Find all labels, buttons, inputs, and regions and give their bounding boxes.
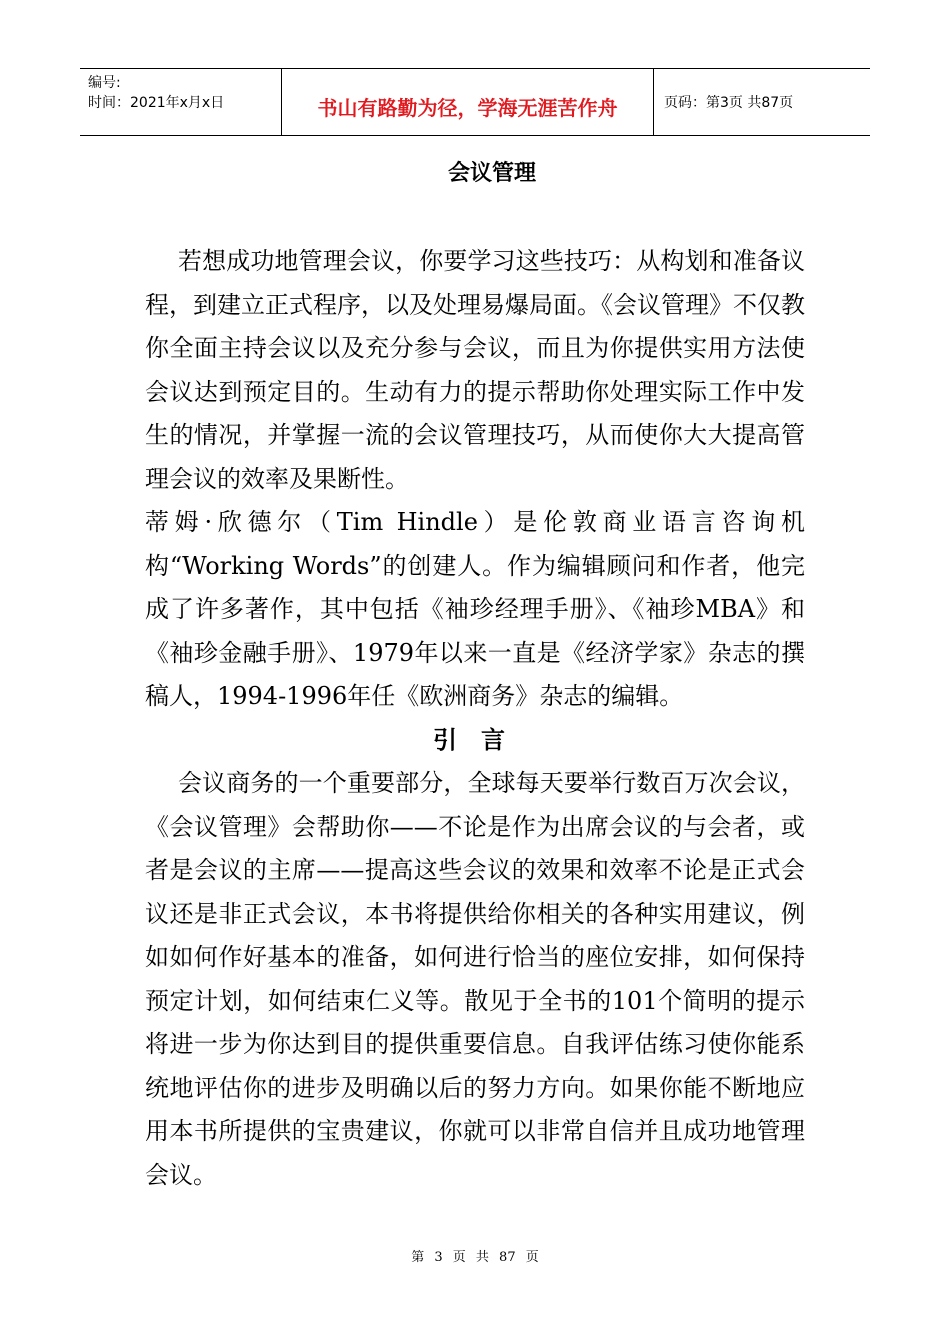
section-paragraph: 会议商务的一个重要部分，全球每天要举行数百万次会议，《会议管理》会帮助你——不论是作为出席会议的与会者，或者是会议的主席——提高这些会议的效果和效率不论是正式会议还是非正式会议，本书将提供给你相关的各种实用建议，例如如何作好基本的准备，如何进行恰当的座位安排，如何保持预定计划，如何结束仁义等。散见于全书的101个简明的提示将进一步为你达到目的提供重要信息。自我评估练习使你能系统地评估你的进步及明确以后的努力方向。如果你能不断地应用本书所提供的宝贵建议，你就可以非常自信并且成功地管理会议。 (145, 769, 805, 1189)
author-paragraph: 蒂姆·欣德尔（Tim Hindle）是伦敦商业语言咨询机构“Working Words”的创建人。作为编辑顾问和作者，他完成了许多著作，其中包括《袖珍经理手册》、《袖珍MBA》和《袖珍金融手册》、1979年以来一直是《经济学家》杂志的撰稿人，1994-1996年任《欧洲商务》杂志的编辑。 (145, 508, 805, 710)
page-footer: 第 3 页 共 87 页 (411, 1250, 539, 1265)
document-title: 会议管理 (447, 161, 536, 186)
header-motto: 书山有路勤为径，学海无涯苦作舟 (282, 69, 654, 135)
header-time-label: 时间：2021年x月x日 (88, 95, 225, 111)
intro-paragraph: 若想成功地管理会议，你要学习这些技巧：从构划和准备议程，到建立正式程序，以及处理易爆局面。《会议管理》不仅教你全面主持会议以及充分参与会议，而且为你提供实用方法使会议达到预定目的。生动有力的提示帮助你处理实际工作中发生的情况，并掌握一流的会议管理技巧，从而使你大大提高管理会议的效率及果断性。 (145, 247, 805, 493)
document-body (145, 240, 805, 1197)
section-heading: 引言 (433, 725, 529, 754)
header-number-label: 编号: (88, 75, 121, 91)
header-meta-cell (80, 69, 282, 135)
document-header (80, 68, 870, 136)
header-page-code: 页码：第3页 共87页 (664, 95, 794, 111)
